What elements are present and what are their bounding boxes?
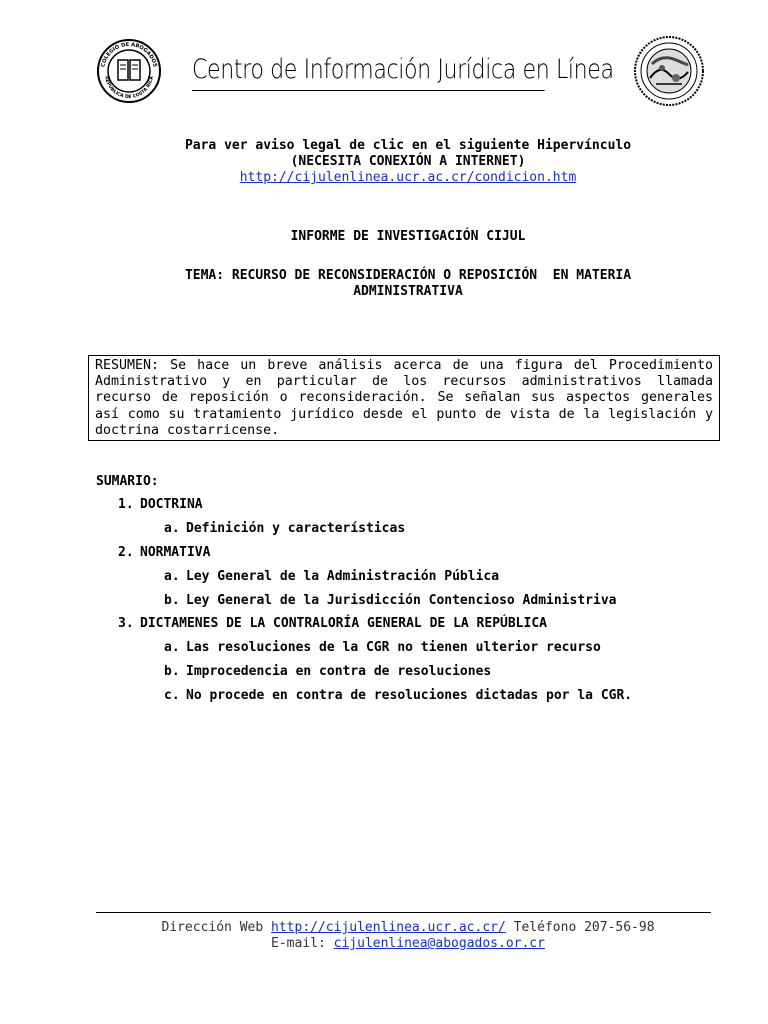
toc-label: Ley General de la Jurisdicción Contencioso Administriva — [186, 593, 617, 608]
report-topic — [96, 268, 720, 300]
toc-item — [164, 521, 405, 537]
page-footer — [96, 920, 720, 952]
footer-email-link[interactable]: cijulenlinea@abogados.or.cr — [333, 936, 545, 951]
document-header — [96, 38, 712, 114]
toc-number: a. — [164, 521, 180, 536]
toc-item — [118, 497, 203, 513]
toc-number: b. — [164, 664, 180, 679]
toc-number: 3. — [118, 616, 134, 631]
toc-label: Ley General de la Administración Pública — [186, 569, 500, 584]
toc-number: 1. — [118, 497, 134, 512]
toc-label: Definición y características — [186, 521, 406, 536]
legal-notice-line1: Para ver aviso legal de clic en el siguiente Hipervínculo — [184, 138, 632, 153]
legal-notice-line2: (NECESITA CONEXIÓN A INTERNET) — [290, 154, 526, 169]
toc-heading: SUMARIO: — [96, 474, 159, 489]
legal-notice — [96, 138, 720, 186]
toc-label: DOCTRINA — [140, 497, 203, 512]
toc-label: Improcedencia en contra de resoluciones — [186, 664, 492, 679]
footer-divider — [96, 912, 711, 913]
toc-item — [164, 640, 601, 656]
toc-item — [118, 616, 547, 632]
toc-label: Las resoluciones de la CGR no tienen ulterior recurso — [186, 640, 601, 655]
seal-text-bottom: REPUBLICA DE COSTA RICA — [103, 75, 155, 101]
toc-label: DICTAMENES DE LA CONTRALORÍA GENERAL DE LA REPÚBLICA — [140, 616, 547, 631]
toc-label: No procede en contra de resoluciones dictadas por la CGR. — [186, 688, 633, 703]
footer-web-label: Dirección Web — [161, 920, 264, 935]
footer-web-link[interactable]: http://cijulenlinea.ucr.ac.cr/ — [271, 920, 506, 935]
topic-line2: ADMINISTRATIVA — [353, 284, 463, 299]
toc-number: c. — [164, 688, 180, 703]
footer-phone: Teléfono 207-56-98 — [513, 920, 655, 935]
toc-item — [164, 688, 632, 704]
toc-number: a. — [164, 640, 180, 655]
toc-item — [118, 545, 210, 561]
topic-line1: TEMA: RECURSO DE RECONSIDERACIÓN O REPOSICIÓN EN MATERIA — [184, 268, 632, 283]
summary-box: RESUMEN: Se hace un breve análisis acerca de una figura del Procedimiento Administrativo y en particular de los recursos administrativos llamada recurso de reposición o reconsideración. Se señalan sus aspectos generales así como su tratamiento jurídico desde el punto de vista de la legislación y doctrina costarricense. — [88, 355, 720, 441]
seal-text-top: COLEGIO DE ABOGADOS — [100, 41, 158, 68]
toc-label: NORMATIVA — [140, 545, 211, 560]
toc-item — [164, 664, 491, 680]
toc-number: a. — [164, 569, 180, 584]
colegio-de-abogados-seal-icon — [96, 38, 162, 104]
universidad-de-costa-rica-seal-icon — [632, 34, 706, 108]
report-title: INFORME DE INVESTIGACIÓN CIJUL — [290, 229, 526, 244]
toc-number: b. — [164, 593, 180, 608]
footer-email-label: E-mail: — [271, 936, 326, 951]
toc-item — [164, 593, 616, 609]
toc-number: 2. — [118, 545, 134, 560]
site-title: Centro de Información Jurídica en Línea — [192, 52, 545, 91]
toc-item — [164, 569, 499, 585]
legal-notice-link[interactable]: http://cijulenlinea.ucr.ac.cr/condicion.htm — [239, 170, 577, 185]
